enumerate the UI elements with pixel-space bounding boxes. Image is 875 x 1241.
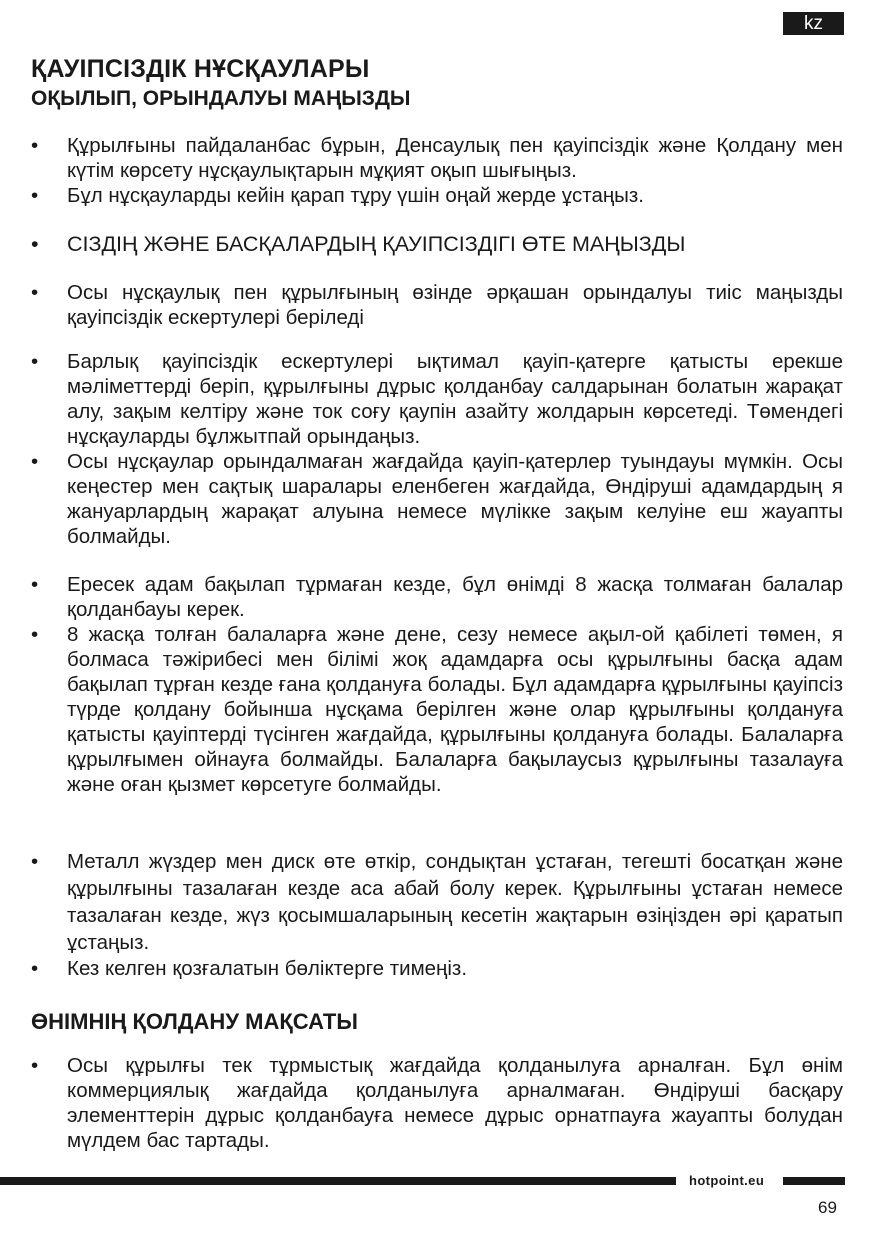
list-item-text: Осы құрылғы тек тұрмыстық жағдайда қолданылуға арналған. Бұл өнім коммерциялық жағдайда қолданылуға арналмаған. Өндіруші басқару элементтерін дұрыс қолданбауға немесе дұрыс орнатпауға жауапты болудан мүлдем бас тартады. [67, 1054, 843, 1152]
footer-brand-link[interactable]: hotpoint.eu [689, 1173, 765, 1188]
page-subtitle: ОҚЫЛЫП, ОРЫНДАЛУЫ МАҢЫЗДЫ [31, 87, 411, 110]
list-item-text: Бұл нұсқауларды кейін қарап тұру үшін оңай жерде ұстаңыз. [67, 184, 645, 207]
bullet-list-safety-importance [0, 232, 875, 257]
bullet-list-hazards [0, 349, 875, 549]
bullet-icon: • [31, 184, 39, 207]
footer-divider-right [783, 1177, 845, 1185]
list-item-text: Барлық қауіпсіздік ескертулері ықтимал қауіп-қатерге қатысты ерекше мәліметтерді беріп, құрылғыны дұрыс қолданбау салдарынан болатын жарақат алу, зақым келтіру және ток соғу қаупін азайту жолдарын көрсетеді. Төмендегі нұсқауларды бұлжытпай орындаңыз. [67, 350, 843, 448]
bullet-list-intended-use [0, 1053, 875, 1153]
bullet-icon: • [31, 281, 39, 304]
bullet-icon: • [31, 850, 39, 873]
list-item-text: Осы нұсқаулар орындалмаған жағдайда қауіп-қатерлер туындауы мүмкін. Осы кеңестер мен сақтық шаралары еленбеген жағдайда, Өндіруші адамдардың я жануарлардың жарақат алуына немесе мүлікке зақым келуіне еш жауапты болмайды. [67, 450, 843, 548]
bullet-icon: • [31, 450, 39, 473]
bullet-icon: • [31, 573, 39, 596]
list-item [0, 280, 843, 330]
bullet-list-blades [0, 848, 875, 981]
bullet-icon: • [31, 232, 39, 256]
list-item-text: Осы нұсқаулық пен құрылғының өзінде әрқашан орындалуы тиіс маңызды қауіпсіздік ескертулері беріледі [67, 281, 843, 329]
list-item [0, 572, 843, 622]
list-item [0, 232, 843, 257]
page-title: ҚАУІПСІЗДІК НҰСҚАУЛАРЫ [31, 55, 370, 83]
list-item [0, 1053, 843, 1153]
bullet-icon: • [31, 350, 39, 373]
list-item-text: Ересек адам бақылап тұрмаған кезде, бұл өнімді 8 жасқа толмаған балалар қолданбауы керек. [67, 573, 843, 621]
footer-divider-left [0, 1177, 676, 1185]
bullet-icon: • [31, 957, 39, 980]
bullet-list-children [0, 572, 875, 797]
list-item [0, 183, 843, 208]
list-item [0, 133, 843, 183]
list-item [0, 956, 843, 981]
list-item-text: Металл жүздер мен диск өте өткір, сондықтан ұстаған, тегешті босатқан және құрылғыны тазалаған кезде аса абай болу керек. Құрылғыны ұстаған немесе тазалаған кезде, жүз қосымшаларының кесетін жақтарын өзіңізден әрі қаратып ұстаңыз. [67, 850, 843, 954]
bullet-icon: • [31, 134, 39, 157]
section-heading-intended-use: ӨНІМНІҢ ҚОЛДАНУ МАҚСАТЫ [31, 1009, 358, 1034]
list-item-text: Кез келген қозғалатын бөліктерге тимеңіз. [67, 957, 468, 980]
bullet-icon: • [31, 1054, 39, 1077]
bullet-list-warnings-note [0, 280, 875, 330]
list-item-text: СІЗДІҢ ЖӘНЕ БАСҚАЛАРДЫҢ ҚАУІПСІЗДІГІ ӨТЕ МАҢЫЗДЫ [67, 232, 686, 256]
list-item [0, 349, 843, 449]
list-item [0, 622, 843, 797]
page-number: 69 [818, 1198, 837, 1217]
list-item [0, 848, 843, 956]
list-item-text: 8 жасқа толған балаларға және дене, сезу немесе ақыл-ой қабілеті төмен, я болмаса тәжірибесі мен білімі жоқ адамдарға осы құрылғыны басқа адам бақылап тұрған кезде ғана қолдануға болады. Бұл адамдарға құрылғыны қауіпсіз түрде қолдану бойынша нұсқама берілген және олар құрылғыны қолдануға қатысты қауіптерді түсінген жағдайда, құрылғыны қолдануға болады. Балаларға құрылғымен ойнауға болмайды. Балаларға бақылаусыз құрылғыны тазалауға және оған қызмет көрсетуге болмайды. [67, 623, 843, 796]
bullet-list-intro [0, 133, 875, 208]
list-item [0, 449, 843, 549]
language-badge: kz [783, 12, 844, 35]
list-item-text: Құрылғыны пайдаланбас бұрын, Денсаулық пен қауіпсіздік және Қолдану мен күтім көрсету нұсқаулықтарын мұқият оқып шығыңыз. [67, 134, 843, 182]
bullet-icon: • [31, 623, 39, 646]
